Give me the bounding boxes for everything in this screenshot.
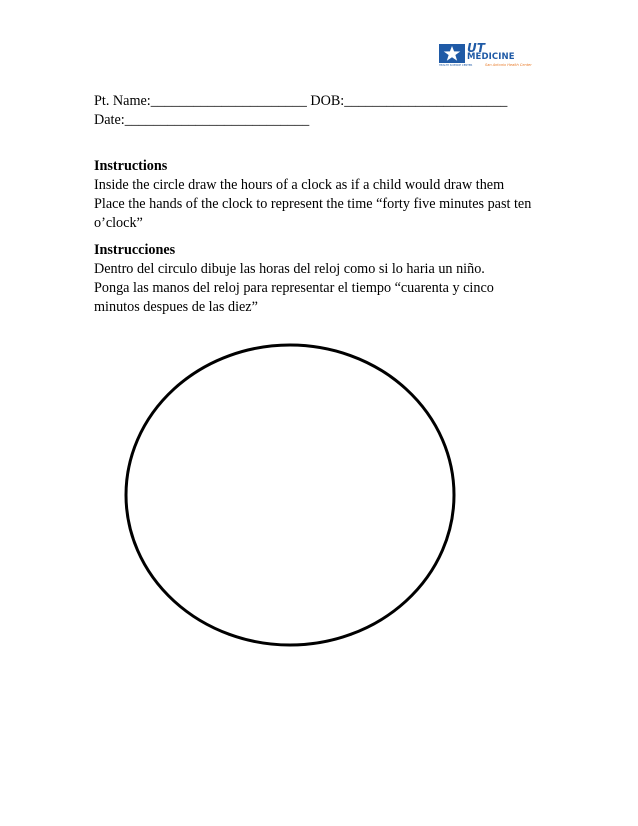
- instrucciones-line-1: Dentro del circulo dibuje las horas del reloj como si lo haria un niño.: [94, 261, 485, 277]
- instrucciones-line-3: minutos despues de las diez”: [94, 299, 258, 315]
- instructions-line-2: Place the hands of the clock to represent the time “forty five minutes past ten: [94, 196, 532, 212]
- clock-circle: [120, 338, 460, 652]
- instructions-heading: Instructions: [94, 158, 168, 174]
- spanish-instructions: [94, 241, 494, 317]
- logo-ut-text: UT: [467, 41, 485, 55]
- instructions-line-3: o’clock”: [94, 215, 143, 231]
- logo-star-block: [439, 44, 465, 63]
- patient-name-dob-line: Pt. Name:______________________ DOB:_______________________: [94, 93, 508, 109]
- english-instructions: [94, 157, 531, 233]
- instrucciones-line-2: Ponga las manos del reloj para representar el tiempo “cuarenta y cinco: [94, 280, 494, 296]
- star-icon: [443, 46, 461, 61]
- logo-tagline: San Antonio Health Center: [485, 63, 532, 67]
- ut-medicine-logo: [439, 41, 539, 70]
- logo-medicine-text: MEDICINE: [467, 52, 515, 62]
- instructions-line-1: Inside the circle draw the hours of a clock as if a child would draw them: [94, 177, 505, 193]
- clock-drawing-area[interactable]: [120, 338, 460, 652]
- logo-star-caption: HEALTH SCIENCE CENTER: [439, 64, 473, 67]
- date-line: Date:__________________________: [94, 112, 310, 128]
- instrucciones-heading: Instrucciones: [94, 242, 176, 258]
